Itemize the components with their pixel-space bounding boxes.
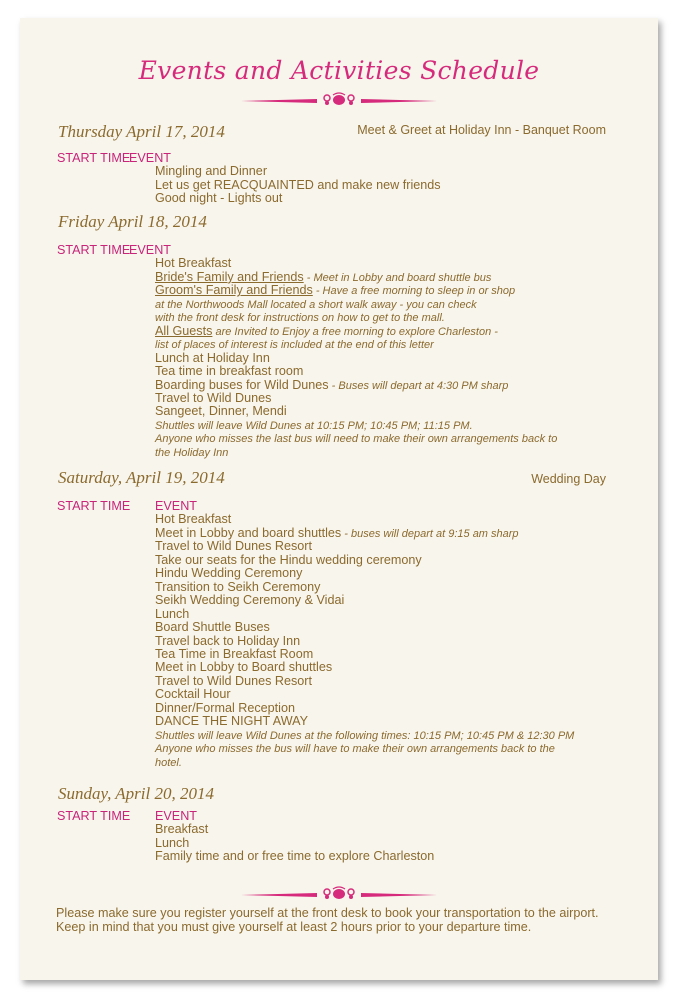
event-note: - Meet in Lobby and board shuttle bus [303,271,492,284]
event-note: list of places of interest is included at the end of this letter [155,339,434,352]
event-note: at the Northwoods Mall located a short walk away - you can check [155,298,477,311]
footer-note: Please make sure you register yourself at the front desk to book your transportation to the airport. Keep in mind that you must give yourself at least 2 hours prior to your departure time. [56,906,599,934]
day-heading: Friday April 18, 2014 [58,212,207,231]
event-cell [155,566,302,580]
event-text: Family time and or free time to explore Charleston [155,849,435,864]
event-cell [155,822,208,836]
event-text: Lunch [155,835,190,850]
event-cell [155,674,312,688]
event-text: DANCE THE NIGHT AWAY [155,714,309,729]
day-heading: Saturday, April 19, 2014 [58,468,225,487]
event-cell [155,634,300,648]
event-cell [155,351,270,365]
event-header: EVENT [129,243,171,257]
event-note: Shuttles will leave Wild Dunes at the following times: 10:15 PM; 10:45 PM & 12:30 PM [155,729,575,742]
event-cell [155,391,271,405]
guest-group-label: Groom's Family and Friends [155,283,313,298]
event-text: Mingling and Dinner [155,164,268,179]
event-header: EVENT [155,499,197,513]
day-heading: Thursday April 17, 2014 [58,122,225,141]
event-note: - Have a free morning to sleep in or shop [312,285,516,298]
event-text: Travel to Wild Dunes [155,390,272,405]
event-text: Breakfast [155,822,209,837]
flourish-ornament-top [239,92,439,108]
event-text: Meet in Lobby and board shuttles [155,525,342,540]
event-cell [155,553,422,567]
event-cell [155,620,270,634]
event-note: the Holiday Inn [155,446,229,459]
event-note: hotel. [155,756,182,769]
event-text: Lunch at Holiday Inn [155,350,270,365]
event-text: Travel to Wild Dunes Resort [155,673,313,688]
start-time-header: START TIME [57,499,131,513]
event-cell [155,178,441,192]
event-text: Good night - Lights out [155,191,283,206]
event-note: Anyone who misses the last bus will need to make their own arrangements back to [155,433,558,446]
flourish-ornament-bottom [239,886,439,902]
event-text: Lunch [155,606,190,621]
event-cell [155,755,182,770]
start-time-header: START TIME [57,243,131,257]
event-cell [155,404,287,418]
schedule-card [20,18,658,980]
guest-group-label: All Guests [155,323,213,338]
event-cell [155,714,308,728]
event-cell [155,849,434,863]
guest-group-label: Bride's Family and Friends [155,269,304,284]
event-text: Hot Breakfast [155,256,232,271]
event-cell [155,607,189,621]
event-cell [155,445,228,460]
day-note: Wedding Day [531,472,606,486]
event-header: EVENT [155,809,197,823]
day-note: Meet & Greet at Holiday Inn - Banquet Room [357,123,606,137]
event-text: Transition to Seikh Ceremony [155,579,321,594]
day-heading: Sunday, April 20, 2014 [58,784,214,803]
event-text: Travel back to Holiday Inn [155,633,301,648]
event-cell [155,256,231,270]
event-text: Board Shuttle Buses [155,620,270,635]
event-cell [155,593,344,607]
event-note: are Invited to Enjoy a free morning to explore Charleston - [212,325,498,338]
event-cell [155,364,303,378]
event-note: - Buses will depart at 4:30 PM sharp [328,379,509,392]
event-text: Sangeet, Dinner, Mendi [155,404,287,419]
event-cell [155,741,555,756]
event-text: Meet in Lobby to Board shuttles [155,660,333,675]
event-cell [155,580,320,594]
event-text: Boarding buses for Wild Dunes [155,377,329,392]
page-title: Events and Activities Schedule [138,56,540,85]
event-note: - buses will depart at 9:15 am sharp [341,527,519,540]
event-header: EVENT [129,151,171,165]
event-text: Let us get REACQUAINTED and make new friends [155,177,441,192]
event-text: Hindu Wedding Ceremony [155,566,303,581]
event-text: Tea time in breakfast room [155,364,304,379]
start-time-header: START TIME [57,809,131,823]
event-text: Tea Time in Breakfast Room [155,646,314,661]
event-cell [155,660,332,674]
event-cell [155,164,267,178]
event-cell [155,701,295,715]
event-text: Take our seats for the Hindu wedding ceremony [155,552,422,567]
event-note: Anyone who misses the bus will have to make their own arrangements back to the [155,743,555,756]
event-cell [155,539,312,553]
event-cell [155,512,231,526]
event-text: Cocktail Hour [155,687,231,702]
start-time-header: START TIME [57,151,131,165]
event-text: Travel to Wild Dunes Resort [155,539,313,554]
event-cell [155,836,189,850]
event-cell [155,191,282,205]
event-text: Dinner/Formal Reception [155,700,295,715]
event-cell [155,687,231,701]
event-text: Seikh Wedding Ceremony & Vidai [155,593,345,608]
event-cell [155,647,313,661]
event-note: Shuttles will leave Wild Dunes at 10:15 PM; 10:45 PM; 11:15 PM. [155,419,473,432]
event-text: Hot Breakfast [155,512,232,527]
event-note: with the front desk for instructions on how to get to the mall. [155,312,445,325]
